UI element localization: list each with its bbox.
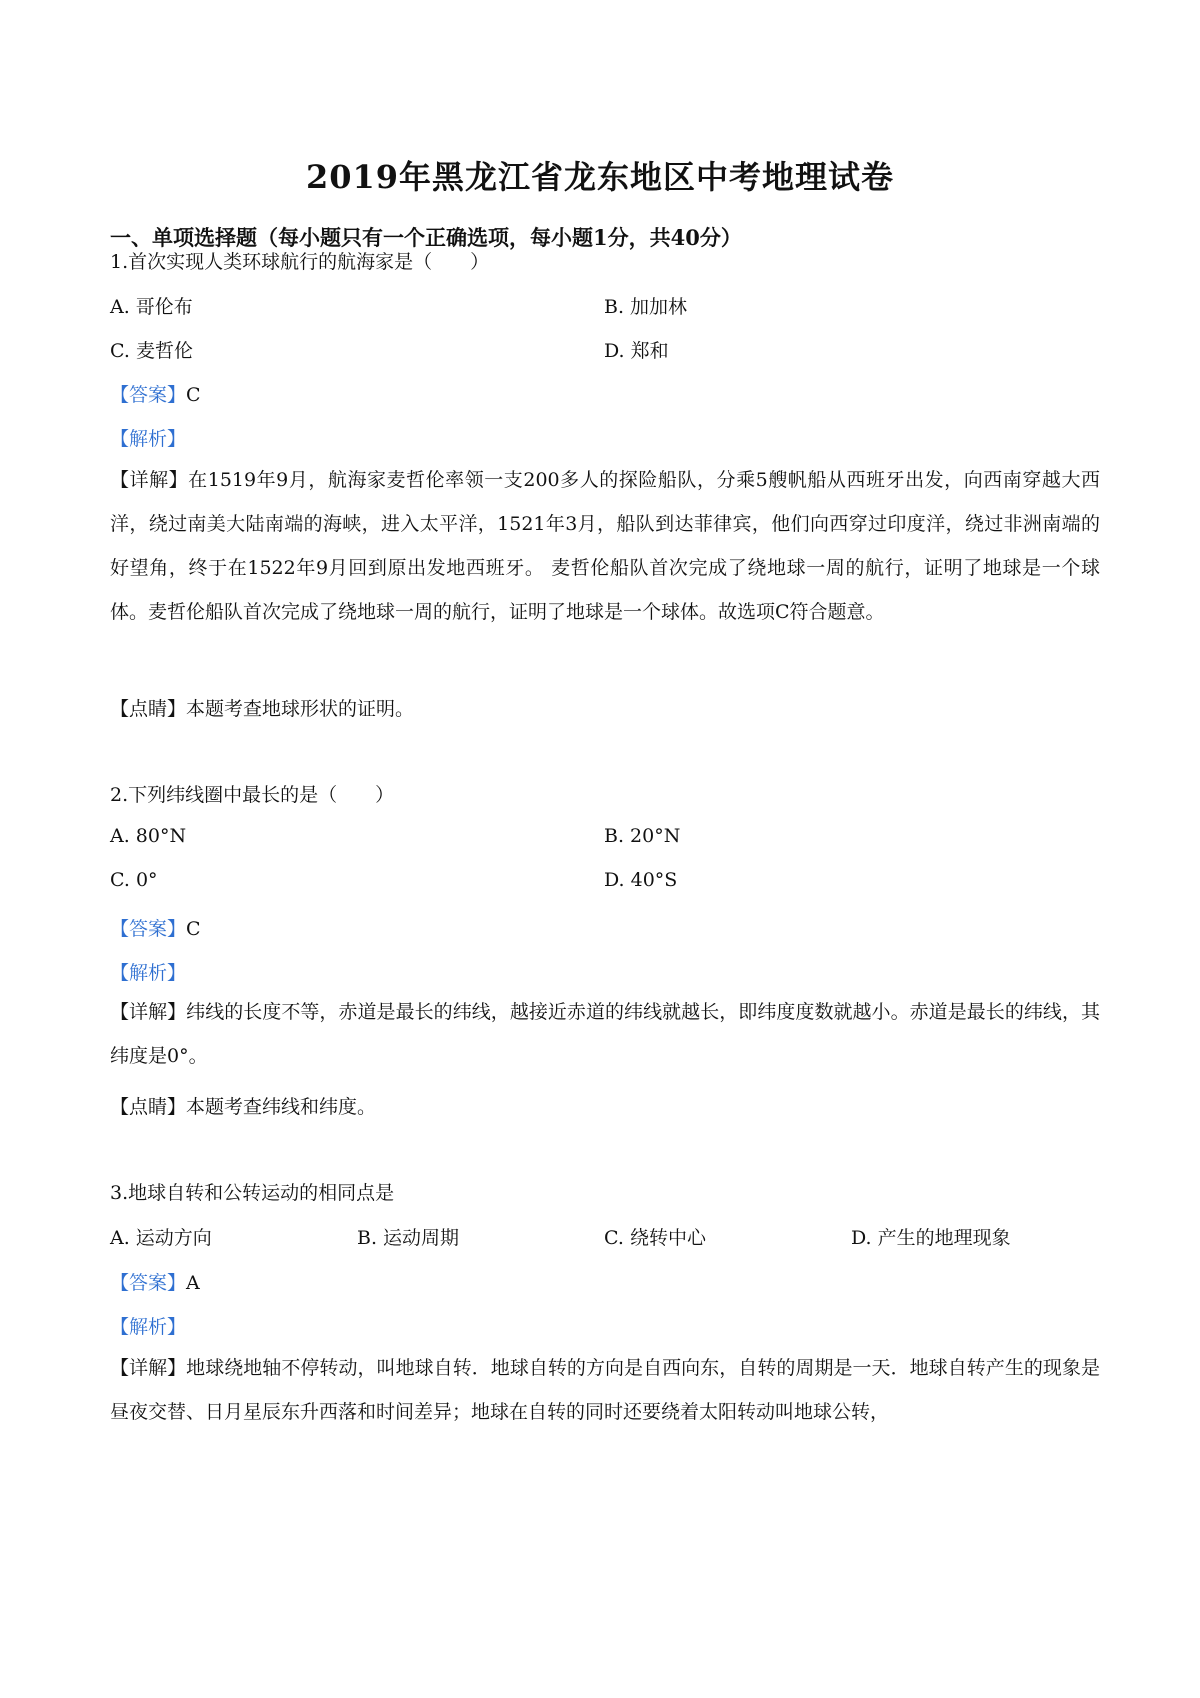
answer-tag: 【答案】 bbox=[110, 384, 187, 406]
question-2-analysis-tag: 【解析】 bbox=[110, 962, 187, 984]
question-3-option-d: D. 产生的地理现象 bbox=[851, 1227, 1011, 1249]
question-2-answer bbox=[110, 914, 201, 941]
question-3-detail: 【详解】地球绕地轴不停转动，叫地球自转．地球自转的方向是自西向东，自转的周期是一天．地球自转产生的现象是昼夜交替、日月星辰东升西落和时间差异；地球在自转的同时还要绕着太阳转动叫地球公转， bbox=[110, 1357, 1100, 1423]
question-1-detail: 【详解】在1519年9月，航海家麦哲伦率领一支200多人的探险船队，分乘5艘帆船从西班牙出发，向西南穿越大西洋，绕过南美大陆南端的海峡，进入太平洋，1521年3月，船队到达菲律宾，他们向西穿过印度洋，绕过非洲南端的好望角，终于在1522年9月回到原出发地西班牙。 麦哲伦船队首次完成了绕地球一周的航行，证明了地球是一个球体。麦哲伦船队首次完成了绕地球一周的航行，证明了地球是一个球体。故选项C符合题意。 bbox=[110, 469, 1100, 623]
question-3-analysis-tag: 【解析】 bbox=[110, 1316, 187, 1338]
question-3-option-b: B. 运动周期 bbox=[357, 1227, 460, 1249]
question-1-analysis-tag: 【解析】 bbox=[110, 428, 187, 450]
question-1-option-b: B. 加加林 bbox=[604, 296, 688, 318]
section-heading: 一、单项选择题（每小题只有一个正确选项，每小题1分，共40分） bbox=[110, 225, 742, 250]
answer-value: C bbox=[186, 384, 201, 406]
question-3-option-a: A. 运动方向 bbox=[110, 1227, 212, 1249]
answer-tag: 【答案】 bbox=[110, 918, 187, 940]
question-3-stem: 3.地球自转和公转运动的相同点是 bbox=[110, 1182, 395, 1204]
question-2-option-a: A. 80°N bbox=[110, 825, 187, 847]
question-1-option-a: A. 哥伦布 bbox=[110, 296, 193, 318]
question-1-answer bbox=[110, 380, 201, 407]
question-1-option-c: C. 麦哲伦 bbox=[110, 340, 193, 362]
question-1-option-d: D. 郑和 bbox=[604, 340, 669, 362]
answer-tag: 【答案】 bbox=[110, 1272, 187, 1294]
question-2-point: 【点睛】本题考查纬线和纬度。 bbox=[110, 1096, 377, 1118]
question-3-answer bbox=[110, 1268, 200, 1295]
question-2-option-c: C. 0° bbox=[110, 869, 158, 891]
question-1-point: 【点睛】本题考查地球形状的证明。 bbox=[110, 698, 415, 720]
question-2-detail: 【详解】纬线的长度不等，赤道是最长的纬线，越接近赤道的纬线就越长，即纬度度数就越小。赤道是最长的纬线，其纬度是0°。 bbox=[110, 1001, 1100, 1067]
question-2-option-b: B. 20°N bbox=[604, 825, 681, 847]
answer-value: A bbox=[186, 1272, 200, 1294]
question-2-stem: 2.下列纬线圈中最长的是（ ） bbox=[110, 784, 395, 806]
question-3-option-c: C. 绕转中心 bbox=[604, 1227, 706, 1249]
page-title: 2019年黑龙江省龙东地区中考地理试卷 bbox=[305, 158, 895, 196]
answer-value: C bbox=[186, 918, 201, 940]
question-1-stem: 1.首次实现人类环球航行的航海家是（ ） bbox=[110, 251, 490, 273]
question-2-option-d: D. 40°S bbox=[604, 869, 678, 891]
